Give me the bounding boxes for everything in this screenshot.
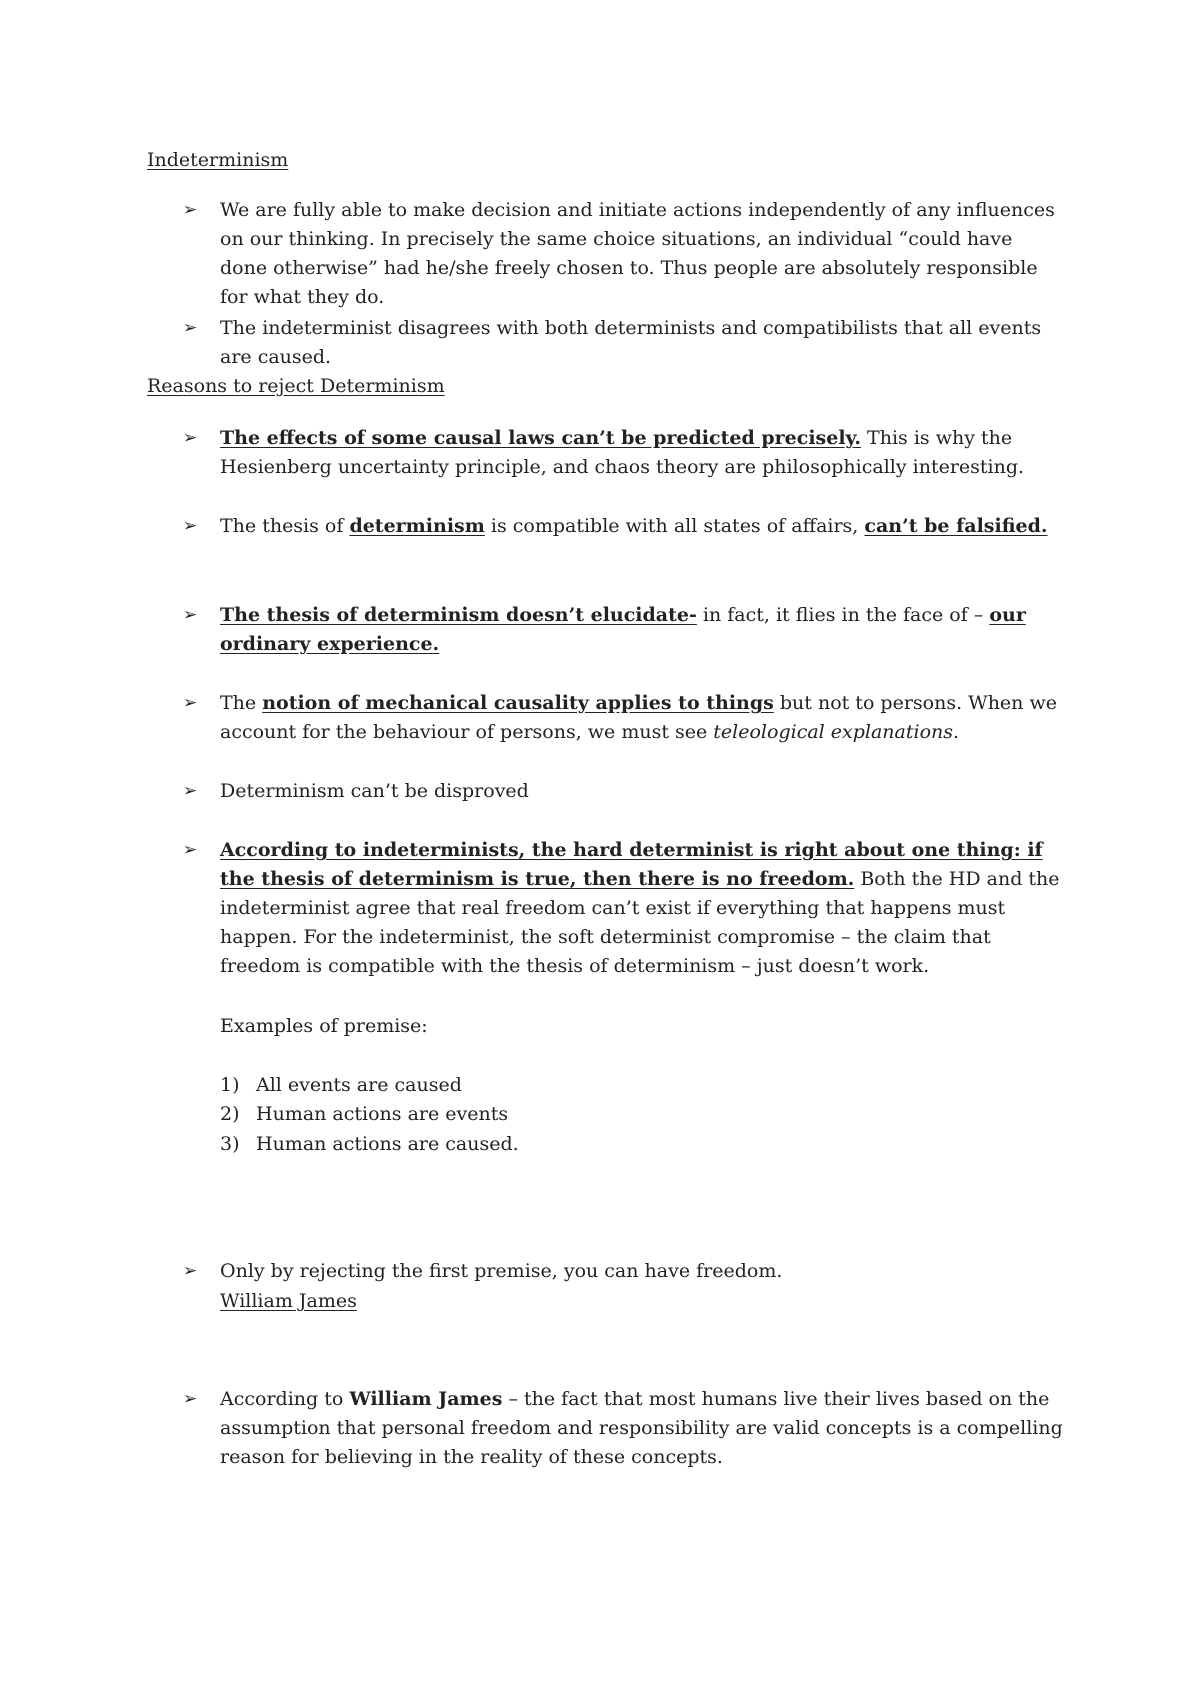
plain-text: This is why the Hesienberg uncertainty principle, and chaos theory are philosophically interesting. <box>220 427 1025 478</box>
premise-item <box>220 1100 508 1129</box>
bullet-text <box>220 601 1063 659</box>
plain-text: According to <box>220 1388 350 1410</box>
arrow-bullet-icon: ➢ <box>183 1389 198 1409</box>
plain-text: – the fact that most humans live their lives based on the assumption that personal freedom and responsibility are valid concepts is a compelling reason for believing in the reality of these concepts. <box>220 1388 1063 1468</box>
emphasis-text: our ordinary experience. <box>220 604 1026 655</box>
bullet-text <box>220 512 1063 541</box>
plain-text: The <box>220 692 263 714</box>
plain-text: but not to persons. When we account for the behaviour of persons, we must see <box>220 692 1057 743</box>
emphasis-text: The thesis of determinism doesn’t elucidate- <box>220 604 697 626</box>
emphasis-text: The effects of some causal laws can’t be predicted precisely. <box>220 427 862 449</box>
bullet-text: Only by rejecting the first premise, you can have freedom. <box>220 1260 783 1282</box>
plain-text: The thesis of <box>220 515 350 537</box>
bullet-text <box>220 836 1063 981</box>
arrow-bullet-icon: ➢ <box>183 693 198 713</box>
arrow-bullet-icon: ➢ <box>183 318 198 338</box>
bullet-text <box>220 1385 1063 1472</box>
plain-text: is compatible with all states of affairs, <box>484 515 865 537</box>
arrow-bullet-icon: ➢ <box>183 200 198 220</box>
arrow-bullet-icon: ➢ <box>183 605 198 625</box>
plain-text: . <box>953 721 960 743</box>
arrow-bullet-icon: ➢ <box>183 840 198 860</box>
plain-text: in fact, it flies in the face of – <box>696 604 990 626</box>
premise-number: 3) <box>220 1133 240 1155</box>
examples-label: Examples of premise: <box>220 1015 428 1037</box>
premise-number: 1) <box>220 1074 240 1096</box>
plain-text: Both the HD and the indeterminist agree that real freedom can’t exist if everything that happens must happen. For the indeterminist, the soft determinist compromise – the claim that freedom is compatible with the thesis of determinism – just doesn’t work. <box>220 868 1060 977</box>
premise-text: Human actions are events <box>256 1103 509 1125</box>
emphasis-text: notion of mechanical causality applies to things <box>262 692 774 714</box>
premise-number: 2) <box>220 1103 240 1125</box>
arrow-bullet-icon: ➢ <box>183 781 198 801</box>
emphasis-text: determinism <box>349 515 485 537</box>
bullet-text: The indeterminist disagrees with both determinists and compatibilists that all events are caused. <box>220 317 1042 368</box>
arrow-bullet-icon: ➢ <box>183 1261 198 1281</box>
premise-item <box>220 1071 462 1100</box>
arrow-bullet-icon: ➢ <box>183 428 198 448</box>
italic-text: teleological explanations <box>713 721 954 743</box>
emphasis-text: According to indeterminists, the hard determinist is right about one thing: if the thesis of determinism is true, then there is no freedom. <box>220 839 1043 890</box>
heading-william-james: William James <box>220 1290 357 1312</box>
arrow-bullet-icon: ➢ <box>183 516 198 536</box>
heading-reasons: Reasons to reject Determinism <box>147 375 445 397</box>
bullet-text: Determinism can’t be disproved <box>220 780 529 802</box>
emphasis-text: can’t be falsified. <box>864 515 1048 537</box>
bullet-text <box>220 424 1063 482</box>
heading-indeterminism: Indeterminism <box>147 149 289 171</box>
bullet-text <box>220 689 1063 747</box>
emphasis-text: William James <box>349 1388 503 1410</box>
premise-item <box>220 1130 519 1159</box>
premise-text: All events are caused <box>256 1074 462 1096</box>
bullet-text: We are fully able to make decision and initiate actions independently of any influences on our thinking. In precisely the same choice situations, an individual “could have done otherwise” had he/she freely chosen to. Thus people are absolutely responsible for what they do. <box>220 199 1055 308</box>
premise-text: Human actions are caused. <box>256 1133 519 1155</box>
